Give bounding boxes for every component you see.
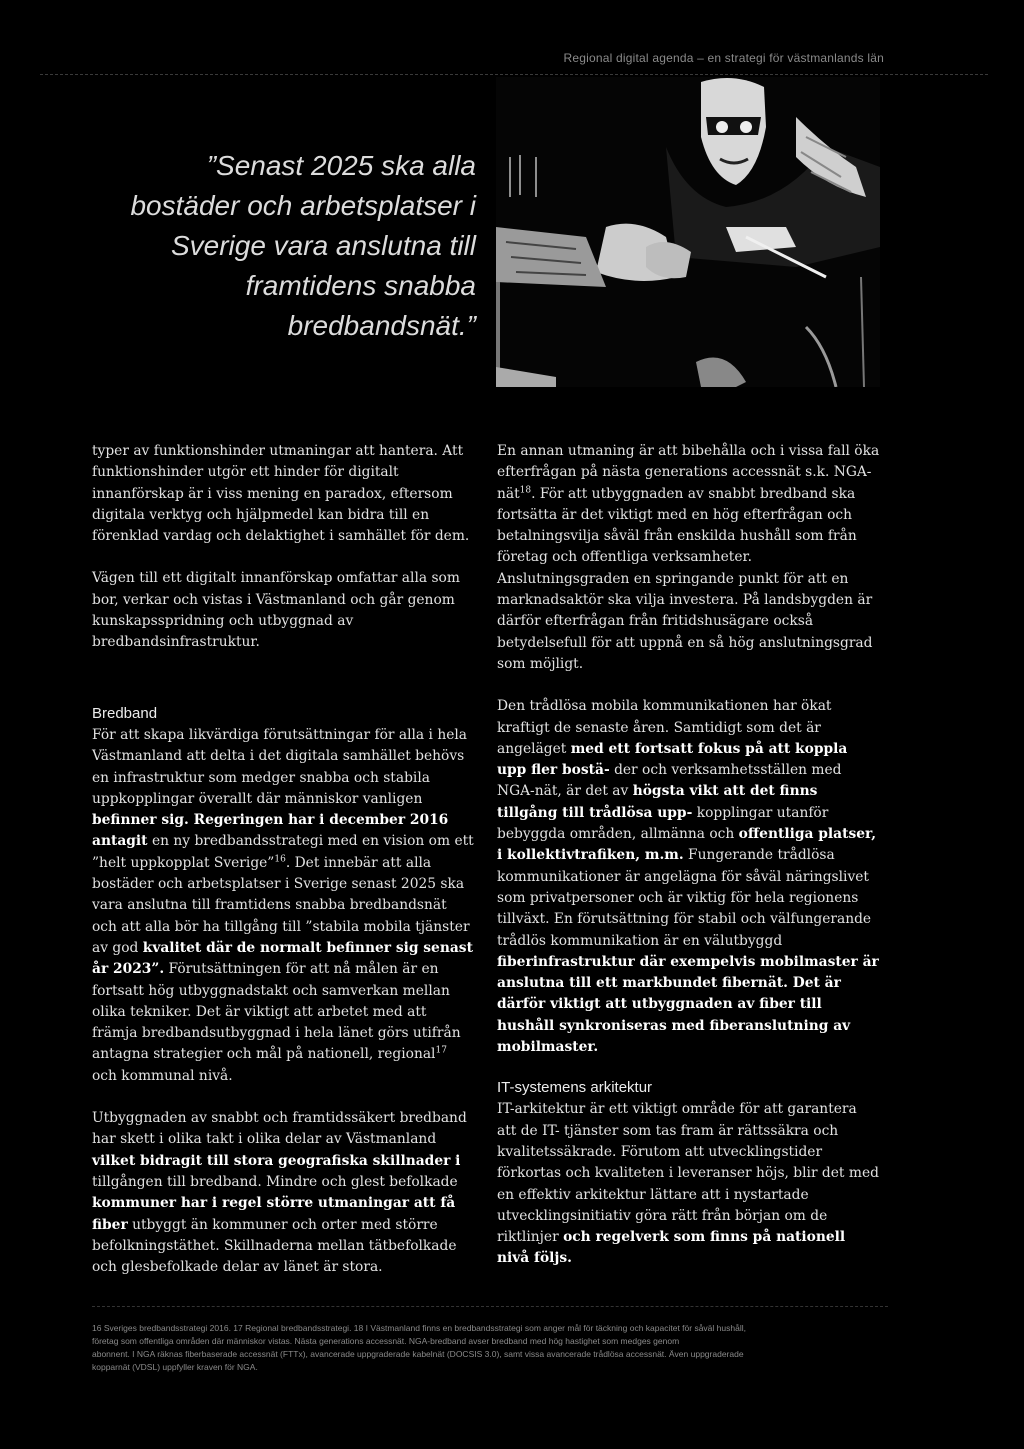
paragraph-wireless xyxy=(497,696,880,1058)
bredband-section xyxy=(92,703,474,1299)
footnote-line: kopparnät (VDSL) uppfyller kraven för NGA. xyxy=(92,1362,258,1372)
text-span: Den trådlösa mobila kommunikationen har ökat kraftigt de senaste åren. Samtidigt som det är angeläget xyxy=(497,698,832,757)
bold-span: befinner sig. Regeringen har i december 2016 antagit xyxy=(92,812,449,850)
footnote-ref-16: 16 xyxy=(274,854,286,865)
footnote-ref-17: 17 xyxy=(435,1045,447,1056)
bold-span: och regelverk som finns på nationell nivå följs. xyxy=(497,1229,846,1267)
text-span: . För att utbyggnaden av snabbt bredband ska fortsätta är det viktigt med en hög efterfrågan och betalningsvilja såväl från enskilda hushåll som från företag och offentliga verksamheter. Anslutningsgraden en springande punkt för att en marknadsaktör ska vilja investera. På landsbygden är därför efterfrågan från fritidshusägare också betydelsefull för att uppnå en så hög anslutningsgrad som möjligt. xyxy=(497,485,873,672)
paragraph-broadband-strategy xyxy=(92,725,474,1087)
paragraph-it-architecture xyxy=(497,1099,880,1269)
left-column xyxy=(92,441,474,675)
text-span: kopplingar utanför bebyggda områden, allmänna och xyxy=(497,804,829,843)
section-heading-bredband: Bredband xyxy=(92,705,158,722)
header-divider xyxy=(40,74,988,75)
section-heading-it-architecture: IT-systemens arkitektur xyxy=(497,1079,653,1097)
text-span: tillgången till bredband. Mindre och glest befolkade xyxy=(92,1173,458,1190)
text-span: der och verksamhetsställen med NGA-nät, är det av xyxy=(497,762,842,800)
footnote-line: företag som offentliga områden där människor vistas. Nästa generations accessnät. NGA-bredband avser bredband med hög hastighet som medges genom xyxy=(92,1336,680,1346)
bold-span: med ett fortsatt fokus på att koppla upp fler bostä- xyxy=(497,740,848,779)
text-span: Utbyggnaden av snabbt och framtidssäkert bredband har skett i olika takt i olika delar av Västmanland xyxy=(92,1110,467,1148)
footnote-divider xyxy=(92,1306,888,1307)
text-span: Förutsättningen för att nå målen är en fortsatt hög utbyggnadstakt och samverkan mellan olika tekniker. Det är viktigt att arbetet med att främja bredbandsutbyggnad i hela länet görs utifrån antagna strategier och mål på nationell, regional xyxy=(92,961,461,1063)
paragraph-expansion xyxy=(92,1108,474,1278)
text-span: Fungerande trådlösa kommunikationer är angelägna för såväl näringslivet som privatpersoner och är viktig för hela regionens tillväxt. En förutsättning för stabil och välfungerande trådlös kommunikation är en välutbyggd xyxy=(497,847,872,949)
pull-quote: ”Senast 2025 ska alla bostäder och arbetsplatser i Sverige vara anslutna till framtidens snabba bredbandsnät.” xyxy=(130,150,476,341)
paragraph-digital-inclusion: Vägen till ett digitalt innanförskap omfattar alla som bor, verkar och vistas i Västmanland och går genom kunskapsspridning och utbyggnad av bredbandsinfrastruktur. xyxy=(92,570,460,651)
bold-span: kvalitet där de normalt befinner sig senast år 2023”. xyxy=(92,939,473,978)
footnote-ref-18: 18 xyxy=(519,485,532,495)
text-span: utbyggt än kommuner och orter med större befolkningstäthet. Skillnaderna mellan tätbefolkade och glesbefolkade delar av länet är stora. xyxy=(92,1216,457,1276)
paragraph-nga-demand xyxy=(497,441,880,675)
running-header: Regional digital agenda – en strategi för västmanlands län xyxy=(563,51,884,65)
footnotes xyxy=(92,1322,882,1374)
text-span: . Det innebär att alla bostäder och arbetsplatser i Sverige senast 2025 ska vara anslutna till framtidens snabba bredbandsnät och att alla bör ha tillgång till ”stabila mobila tjänster av god xyxy=(92,854,470,956)
right-column xyxy=(497,441,880,1291)
footnote-line: 16 Sveriges bredbandsstrategi 2016. 17 Regional bredbandsstrategi. 18 I Västmanland finns en bredbandsstrategi som anger mål för täckning och kapacitet för såväl hushåll, xyxy=(92,1323,746,1333)
text-span: En annan utmaning är att bibehålla och i vissa fall öka efterfrågan på nästa generations accessnät s.k. NGA-nät xyxy=(497,443,880,502)
bold-span: offentliga platser, i kollektivtrafiken, m.m. xyxy=(497,826,877,864)
bold-span: kommuner har i regel större utmaningar att få fiber xyxy=(92,1195,456,1233)
text-span: och kommunal nivå. xyxy=(92,1067,233,1084)
bold-span: fiberinfrastruktur där exempelvis mobilmaster är anslutna till ett markbundet fibernät. Det är därför viktigt att utbyggnaden av fiber till hushåll synkroniseras med fiberanslutning av mobilmaster. xyxy=(497,953,879,1056)
footnote-line: abonnent. I NGA räknas fiberbaserade accessnät (FTTx), avancerade uppgraderade kabelnät (DOCSIS 3.0), samt vissa avancerade trådlösa accessnät. Även uppgraderade xyxy=(92,1349,744,1359)
text-span: en ny bredbandsstrategi med en vision om ett ”helt uppkopplat Sverige” xyxy=(92,833,474,871)
paragraph-functional-disabilities: typer av funktionshinder utmaningar att hantera. Att funktionshinder utgör ett hinder för digitalt innanförskap är i viss mening en paradox, eftersom digitala verktyg och hjälpmedel kan bidra till en förenklad vardag och delaktighet i samhället för dem. xyxy=(92,443,470,545)
text-span: För att skapa likvärdiga förutsättningar för alla i hela Västmanland att delta i det digitala samhället behövs en infrastruktur som medger snabba och stabila uppkopplingar överallt där människor vanligen xyxy=(92,727,468,807)
bold-span: vilket bidragit till stora geografiska skillnader i xyxy=(92,1152,461,1169)
bold-span: högsta vikt att det finns tillgång till trådlösa upp- xyxy=(497,783,818,821)
worker-photo-illustration xyxy=(496,77,880,387)
text-span: IT-arkitektur är ett viktigt område för att garantera att de IT- tjänster som tas fram är rättssäkra och kvalitetssäkrade. Förutom att utvecklingstider förkortas och kvaliteten i leveranser höjs, blir det med en effektiv arkitektur lättare att i nystartade utvecklingsinitiativ göra rätt från början om de riktlinjer xyxy=(497,1101,879,1246)
worker-photo xyxy=(496,77,880,387)
